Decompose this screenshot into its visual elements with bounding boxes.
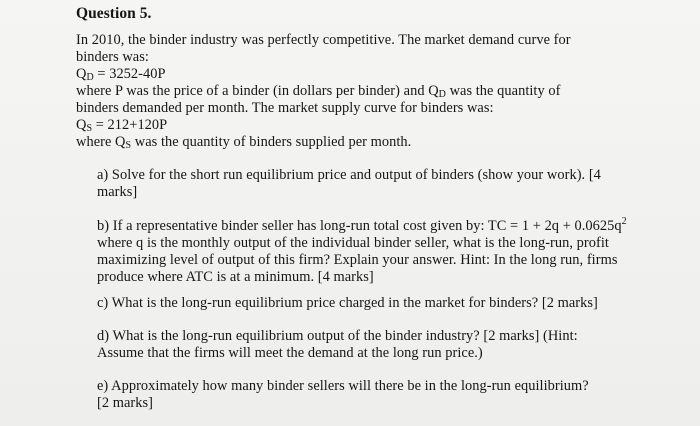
supply-equation-sub: S [86,123,93,134]
intro-line-4-sub: D [438,89,446,100]
part-b-line-3: maximizing level of output of this firm? Explain your answer. Hint: In the long run, firms [97,252,618,268]
demand-equation [76,66,166,83]
question-title: Question 5. [76,5,152,22]
part-e-line-2: [2 marks] [97,395,153,411]
part-a-line-1: a) Solve for the short run equilibrium price and output of binders (show your work). [4 [97,167,601,183]
supply-equation-lhs: Q [76,117,87,133]
part-d-line-1: d) What is the long-run equilibrium output of the binder industry? [2 marks] (Hint: [97,328,578,344]
intro-line-2: binders was: [76,49,149,65]
part-e-line-1: e) Approximately how many binder sellers will there be in the long-run equilibrium? [97,378,589,394]
supply-equation [76,117,167,134]
part-b-line-4: produce where ATC is at a minimum. [4 marks] [97,269,374,285]
part-b-line-1-text: b) If a representative binder seller has long-run total cost given by: TC = 1 + 2q + 0.0625q [97,218,622,234]
intro-line-5: binders demanded per month. The market supply curve for binders was: [76,100,494,116]
part-b-line-1 [97,218,627,235]
intro-line-1: In 2010, the binder industry was perfectly competitive. The market demand curve for [76,32,571,48]
supply-equation-rhs: = 212+120P [92,117,168,133]
intro-line-7-a: where Q [76,134,126,150]
part-d-line-2: Assume that the firms will meet the demand at the long run price.) [97,345,483,361]
intro-line-7 [76,134,411,151]
intro-line-4 [76,83,560,100]
intro-line-4-a: where P was the price of a binder (in dollars per binder) and Q [76,83,439,99]
demand-equation-sub: D [86,72,94,83]
part-b-exponent: 2 [621,216,627,227]
intro-line-7-sub: S [125,140,132,151]
intro-line-7-b: was the quantity of binders supplied per month. [131,134,412,150]
intro-line-4-b: was the quantity of [445,83,561,99]
part-a-line-2: marks] [97,184,138,200]
demand-equation-rhs: = 3252-40P [93,66,166,82]
demand-equation-lhs: Q [76,66,87,82]
part-b-line-2: where q is the monthly output of the individual binder seller, what is the long-run, profit [97,235,609,251]
part-c-line-1: c) What is the long-run equilibrium price charged in the market for binders? [2 marks] [97,295,598,311]
